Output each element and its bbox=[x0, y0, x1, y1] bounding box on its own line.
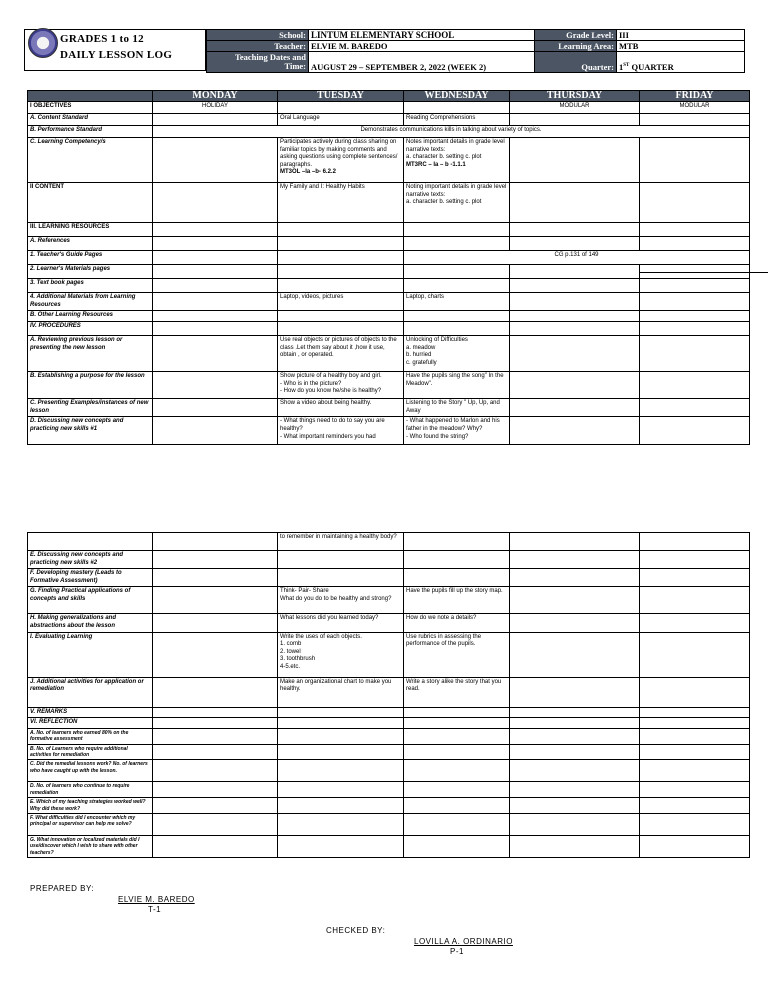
proc-d-wed-line: - Who found the string? bbox=[406, 433, 469, 440]
proc-i-label: I. Evaluating Learning bbox=[28, 632, 153, 677]
proc-d-tuesday bbox=[278, 417, 404, 445]
performance-standard-label: B. Performance Standard bbox=[28, 126, 153, 138]
quarter-label: Quarter: bbox=[535, 52, 617, 73]
prepared-by-label: PREPARED BY: bbox=[30, 884, 95, 893]
proc-a-label: A. Reviewing previous lesson or presenting the new lesson bbox=[28, 336, 153, 372]
proc-b-tue-line: Show picture of a healthy boy and girl. bbox=[280, 373, 382, 380]
resources-label: III. LEARNING RESOURCES bbox=[28, 223, 153, 237]
proc-h-tuesday: What lessons did you learned today? bbox=[278, 614, 404, 632]
quarter-value bbox=[617, 52, 745, 73]
teachers-guide-pages: CG p.131 of 149 bbox=[404, 251, 750, 265]
other-resources-label: B. Other Learning Resources bbox=[28, 311, 153, 322]
remarks-label: V. REMARKS bbox=[28, 707, 153, 718]
checked-by-name: LOVILLA A. ORDINARIO bbox=[414, 937, 513, 946]
competency-tuesday bbox=[278, 138, 404, 183]
proc-a-wednesday bbox=[404, 336, 510, 372]
teacher-label: Teacher: bbox=[207, 41, 309, 52]
day-header-thursday: THURSDAY bbox=[510, 91, 640, 102]
teachers-guide-label: 1. Teacher's Guide Pages bbox=[28, 251, 153, 265]
competency-wednesday-code: MT3RC – Ia – b -1.1.1 bbox=[406, 161, 466, 168]
proc-e-label: E. Discussing new concepts and practicing new skills #2 bbox=[28, 551, 153, 569]
prepared-by-position: T-1 bbox=[148, 905, 162, 914]
refl-b-label: B. No. of Learners who require additional activities for remediation bbox=[28, 744, 153, 760]
proc-b-tue-line: - Who is in the picture? bbox=[280, 380, 342, 387]
proc-i-tue-line: Write the uses of each objects. bbox=[280, 633, 362, 640]
content-wednesday-text2: a. character b. setting c. plot bbox=[406, 199, 482, 206]
teaching-dates-label-line2: Time: bbox=[284, 61, 306, 71]
proc-i-tue-line: 2. towel bbox=[280, 648, 301, 655]
proc-j-wednesday: Write a story alike the story that you read. bbox=[404, 677, 510, 707]
proc-a-wed-line: b. hurried bbox=[406, 352, 432, 359]
checked-by-position: P-1 bbox=[450, 947, 464, 956]
teaching-dates-value: AUGUST 29 – SEPTEMBER 2, 2022 (WEEK 2) bbox=[309, 52, 535, 73]
teacher-value: ELVIE M. BAREDO bbox=[309, 41, 535, 52]
school-label: School: bbox=[207, 30, 309, 41]
proc-d-tuesday-continued: to remember in maintaining a healthy body? bbox=[278, 533, 404, 551]
table-cell bbox=[640, 114, 750, 126]
grade-level-label: Grade Level: bbox=[535, 30, 617, 41]
learning-area-value: MTB bbox=[617, 41, 745, 52]
proc-d-wed-line: - What happened to Marlon and his father in the meadow? Why? bbox=[406, 418, 500, 432]
competency-wednesday-text2: a. character b. setting c. plot bbox=[406, 154, 482, 161]
proc-a-wed-line: Unlocking of Difficulties bbox=[406, 337, 468, 344]
content-wednesday bbox=[404, 183, 510, 223]
competency-tuesday-text: Participates actively during class sharing on familiar topics by making comments and asking questions using complete sentences/ paragraphs. bbox=[280, 139, 398, 168]
proc-b-label: B. Establishing a purpose for the lesson bbox=[28, 372, 153, 399]
textbook-pages-label: 3. Text book pages bbox=[28, 279, 153, 293]
day-header-tuesday: TUESDAY bbox=[278, 91, 404, 102]
prepared-by-name: ELVIE M. BAREDO bbox=[118, 895, 195, 904]
day-header-monday: MONDAY bbox=[153, 91, 278, 102]
refl-c-label: C. Did the remedial lessons work? No. of learners who have caught up with the lesson. bbox=[28, 760, 153, 782]
checked-by-label: CHECKED BY: bbox=[326, 926, 386, 935]
competency-wednesday bbox=[404, 138, 510, 183]
learners-materials-label: 2. Learner's Materials pages bbox=[28, 265, 153, 279]
table-cell bbox=[404, 102, 510, 114]
refl-f-label: F. What difficulties did I encounter which my principal or supervisor can help me solve? bbox=[28, 814, 153, 836]
teaching-dates-label bbox=[207, 52, 309, 73]
refl-d-label: D. No. of learners who continue to require remediation bbox=[28, 782, 153, 798]
competency-label: C. Learning Competency/s bbox=[28, 138, 153, 183]
proc-i-tue-line: 3. toothbrush bbox=[280, 656, 316, 663]
proc-i-wednesday: Use rubrics in assessing the performance of the pupils. bbox=[404, 632, 510, 677]
proc-a-wed-line: c. gratefully bbox=[406, 359, 437, 366]
school-value: LINTUM ELEMENTARY SCHOOL bbox=[309, 30, 535, 41]
objectives-thursday: MODULAR bbox=[510, 102, 640, 114]
proc-c-wednesday: Listening to the Story " Up, Up, and Away bbox=[404, 399, 510, 417]
references-label: A. References bbox=[28, 237, 153, 251]
proc-c-tuesday: Show a video about being healthy. bbox=[278, 399, 404, 417]
objectives-friday: MODULAR bbox=[640, 102, 750, 114]
refl-e-label: E. Which of my teaching strategies worked well? Why did these work? bbox=[28, 798, 153, 814]
quarter-suffix: ST bbox=[623, 63, 630, 69]
proc-g-label: G. Finding Practical applications of concepts and skills bbox=[28, 587, 153, 614]
table-cell bbox=[153, 183, 278, 223]
additional-materials-wednesday: Laptop, charts bbox=[404, 293, 510, 311]
table-cell bbox=[278, 102, 404, 114]
divider-line bbox=[640, 272, 768, 273]
content-standard-tuesday: Oral Language bbox=[278, 114, 404, 126]
proc-b-tue-line: - How do you know he/she is healthy? bbox=[280, 388, 382, 395]
lesson-log-table-page2 bbox=[27, 532, 750, 858]
table-cell bbox=[640, 183, 750, 223]
refl-a-label: A. No. of learners who earned 80% on the formative assessment bbox=[28, 728, 153, 744]
procedures-label: IV. PROCEDURES bbox=[28, 322, 153, 336]
proc-h-label: H. Making generalizations and abstractions about the lesson bbox=[28, 614, 153, 632]
objectives-monday: HOLIDAY bbox=[153, 102, 278, 114]
reflection-label: VI. REFLECTION bbox=[28, 718, 153, 729]
proc-i-tue-line: 4-5.etc. bbox=[280, 663, 301, 670]
competency-tuesday-code: MT3OL –Ia –b- 6.2.2 bbox=[280, 169, 336, 176]
learning-area-label: Learning Area: bbox=[535, 41, 617, 52]
content-wednesday-text: Noting important details in grade level narrative texts: bbox=[406, 184, 507, 198]
form-title-line2: DAILY LESSON LOG bbox=[60, 49, 173, 61]
table-cell bbox=[510, 114, 640, 126]
proc-c-label: C. Presenting Examples/instances of new lesson bbox=[28, 399, 153, 417]
day-header-wednesday: WEDNESDAY bbox=[404, 91, 510, 102]
content-tuesday: My Family and I: Healthy Habits bbox=[278, 183, 404, 223]
form-title-line1: GRADES 1 to 12 bbox=[60, 33, 144, 45]
table-cell bbox=[153, 138, 278, 183]
proc-j-tuesday: Make an organizational chart to make you healthy. bbox=[278, 677, 404, 707]
proc-i-tuesday bbox=[278, 632, 404, 677]
competency-wednesday-text: Notes important details in grade level narrative texts: bbox=[406, 139, 505, 153]
day-header-friday: FRIDAY bbox=[640, 91, 750, 102]
lesson-log-table-page1 bbox=[27, 90, 750, 445]
teaching-dates-label-line1: Teaching Dates and bbox=[234, 52, 306, 62]
proc-g-tue-line: What do you do to be healthy and strong? bbox=[280, 595, 392, 602]
proc-b-tuesday bbox=[278, 372, 404, 399]
proc-d-tue-line: - What things need to do to say you are healthy? bbox=[280, 418, 385, 432]
content-standard-wednesday: Reading Comprehensions bbox=[404, 114, 510, 126]
proc-d-wednesday bbox=[404, 417, 510, 445]
corner-cell bbox=[28, 91, 153, 102]
additional-materials-tuesday: Laptop, videos, pictures bbox=[278, 293, 404, 311]
refl-g-label: G. What innovation or localized materials did I use/discover which I wish to share with other teachers? bbox=[28, 836, 153, 858]
quarter-number: 1 bbox=[619, 62, 624, 72]
proc-g-tuesday bbox=[278, 587, 404, 614]
content-standard-label: A. Content Standard bbox=[28, 114, 153, 126]
performance-standard-text: Demonstrates communications kills in talking about variety of topics. bbox=[153, 126, 750, 138]
proc-b-wednesday: Have the pupils sing the song" In the Meadow". bbox=[404, 372, 510, 399]
objectives-label: I OBJECTIVES bbox=[28, 102, 153, 114]
proc-f-label: F. Developing mastery (Leads to Formative Assessment) bbox=[28, 569, 153, 587]
table-cell bbox=[510, 138, 640, 183]
proc-a-wed-line: a. meadow bbox=[406, 344, 436, 351]
proc-g-tue-line: Think- Pair- Share bbox=[280, 588, 329, 595]
header-info-table bbox=[206, 29, 745, 73]
proc-a-tuesday: Use real objects or pictures of objects to the class .Let them say about it ,how it use, obtain , or operated. bbox=[278, 336, 404, 372]
proc-g-wednesday: Have the pupils fill up the story map. bbox=[404, 587, 510, 614]
table-cell bbox=[153, 114, 278, 126]
content-label: II CONTENT bbox=[28, 183, 153, 223]
grade-level-value: III bbox=[617, 30, 745, 41]
deped-seal-icon bbox=[28, 28, 58, 58]
proc-d-tue-line: - What important reminders you had bbox=[280, 433, 376, 440]
table-cell bbox=[510, 183, 640, 223]
proc-i-tue-line: 1. comb bbox=[280, 641, 302, 648]
table-cell bbox=[640, 138, 750, 183]
additional-materials-label: 4. Additional Materials from Learning Resources bbox=[28, 293, 153, 311]
proc-d-label: D. Discussing new concepts and practicing new skills #1 bbox=[28, 417, 153, 445]
quarter-text: QUARTER bbox=[629, 62, 674, 72]
proc-h-wednesday: How do we note a details? bbox=[404, 614, 510, 632]
proc-j-label: J. Additional activities for application or remediation bbox=[28, 677, 153, 707]
